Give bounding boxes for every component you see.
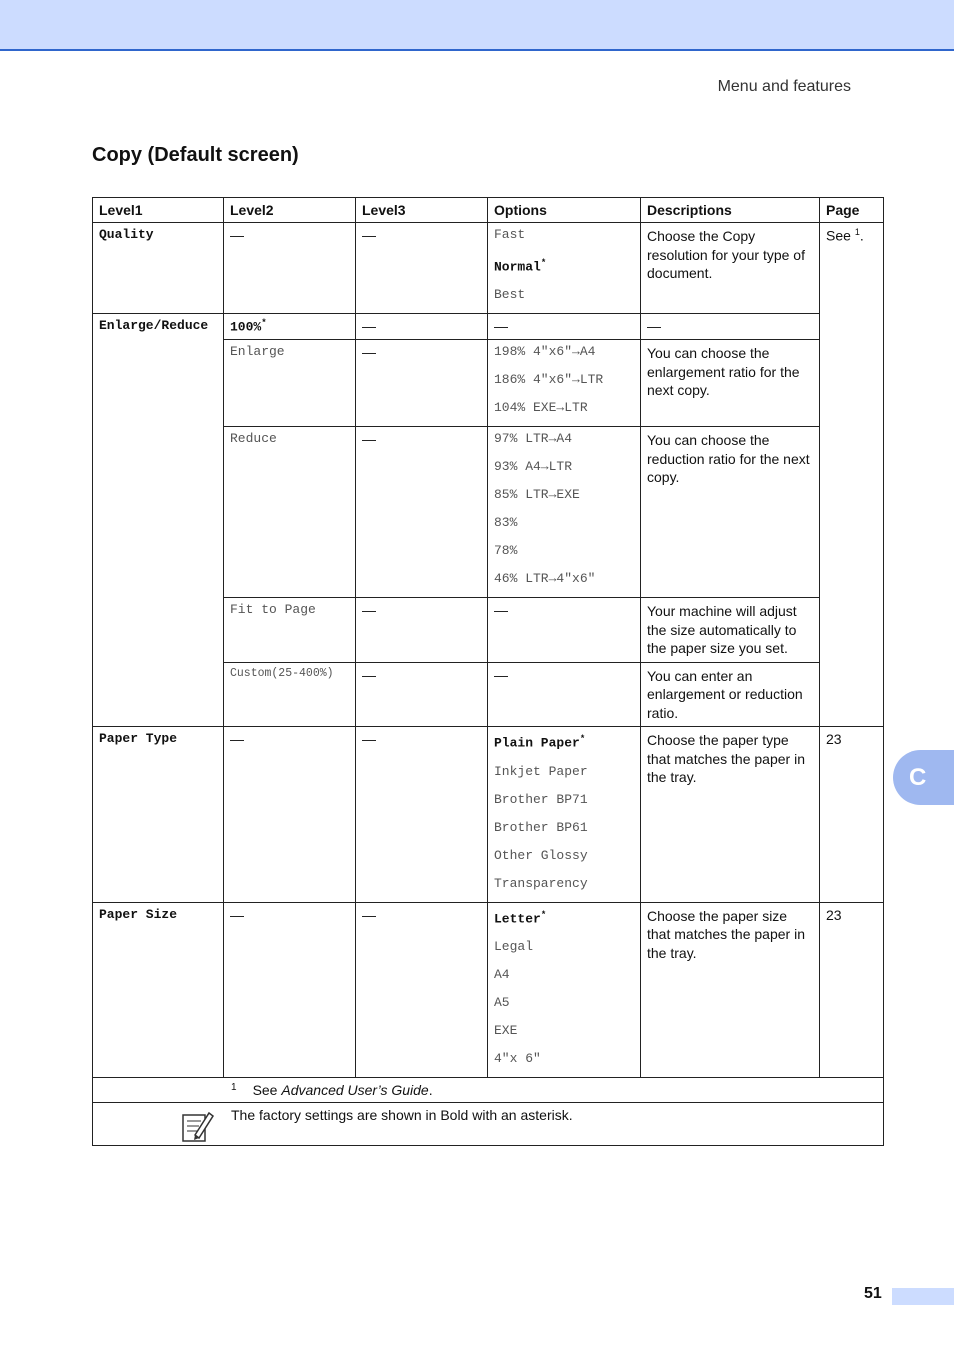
table-row-quality (93, 223, 884, 314)
level1-enlarge-reduce: Enlarge/Reduce (93, 314, 224, 727)
level1-paper-size: Paper Size (93, 902, 224, 1077)
options-dash: — (488, 598, 641, 663)
option-inkjet-paper: Inkjet Paper (494, 763, 588, 779)
section-title: Copy (Default screen) (92, 144, 299, 166)
level1-quality: Quality (93, 223, 224, 314)
desc-fit-to-page: Your machine will adjust the size automatically to the paper size you set. (641, 598, 820, 663)
level1-paper-type: Paper Type (93, 727, 224, 902)
option-198: 198% 4"x6"→A4 (494, 344, 596, 360)
desc-paper-size: Choose the paper size that matches the paper in the tray. (641, 902, 820, 1077)
running-header: Menu and features (717, 78, 851, 95)
level3-dash: — (356, 314, 488, 340)
chapter-tab: C (893, 750, 954, 805)
level3-dash: — (356, 598, 488, 663)
page-ref-quality: See $^1$. (820, 223, 884, 727)
option-best: Best (494, 287, 526, 303)
table-row-paper-type (93, 727, 884, 902)
option-85: 85% LTR→EXE (494, 487, 580, 503)
level2-fit-to-page: Fit to Page (224, 598, 356, 663)
note-text: The factory settings are shown in Bold with an asterisk. (231, 1106, 573, 1123)
col-header-options: Options (488, 198, 641, 223)
col-header-level3: Level3 (356, 198, 488, 223)
note-row (93, 1102, 884, 1145)
option-a4: A4 (494, 966, 510, 982)
option-186: 186% 4"x6"→LTR (494, 372, 604, 388)
option-transparency: Transparency (494, 875, 588, 891)
level2-reduce: Reduce (224, 427, 356, 598)
col-header-page: Page (820, 198, 884, 223)
page-ref-paper-type: 23 (820, 727, 884, 902)
page-number: 51 (864, 1285, 882, 1302)
note-pencil-icon (181, 1109, 215, 1143)
option-brother-bp61: Brother BP61 (494, 819, 588, 835)
desc-dash: — (641, 314, 820, 340)
option-78: 78% (494, 543, 518, 559)
footnote: $^1$ See Advanced User’s Guide. (93, 1077, 884, 1102)
option-83: 83% (494, 515, 518, 531)
options-paper-size (488, 902, 641, 1077)
level3-dash: — (356, 340, 488, 427)
table-header-row (93, 198, 884, 223)
table-row-enlarge-100 (93, 314, 884, 340)
col-header-level1: Level1 (93, 198, 224, 223)
option-93: 93% A4→LTR (494, 459, 573, 475)
option-letter-default: Letter* (494, 909, 547, 926)
options-dash: — (488, 314, 641, 340)
desc-quality: Choose the Copy resolution for your type of document. (641, 223, 820, 314)
options-enlarge (488, 340, 641, 427)
footnote-row (93, 1077, 884, 1102)
level2-enlarge: Enlarge (224, 340, 356, 427)
top-band (0, 0, 954, 51)
level2-100-default: 100%* (224, 314, 356, 340)
level3-dash: — (356, 727, 488, 902)
option-legal: Legal (494, 938, 534, 954)
level2-dash: — (224, 727, 356, 902)
desc-reduce: You can choose the reduction ratio for the next copy. (641, 427, 820, 598)
col-header-level2: Level2 (224, 198, 356, 223)
level3-dash: — (356, 902, 488, 1077)
option-plain-paper-default: Plain Paper* (494, 734, 586, 751)
option-a5: A5 (494, 994, 510, 1010)
option-exe: EXE (494, 1022, 518, 1038)
level3-dash: — (356, 662, 488, 727)
table-row-paper-size (93, 902, 884, 1077)
option-97: 97% LTR→A4 (494, 431, 573, 447)
level2-dash: — (224, 902, 356, 1077)
options-quality (488, 223, 641, 314)
option-other-glossy: Other Glossy (494, 847, 588, 863)
option-4x6: 4"x 6" (494, 1050, 541, 1066)
level2-custom: Custom(25-400%) (224, 662, 356, 727)
option-fast: Fast (494, 227, 526, 242)
col-header-descriptions: Descriptions (641, 198, 820, 223)
option-104: 104% EXE→LTR (494, 400, 588, 416)
desc-custom: You can enter an enlargement or reduction ratio. (641, 662, 820, 727)
level2-dash: — (224, 223, 356, 314)
desc-enlarge: You can choose the enlargement ratio for the next copy. (641, 340, 820, 427)
note (93, 1102, 884, 1145)
desc-paper-type: Choose the paper type that matches the paper in the tray. (641, 727, 820, 902)
options-dash: — (488, 662, 641, 727)
option-brother-bp71: Brother BP71 (494, 791, 588, 807)
copy-menu-table (92, 197, 884, 1146)
options-paper-type (488, 727, 641, 902)
options-reduce (488, 427, 641, 598)
option-normal-default: Normal* (494, 258, 547, 275)
level3-dash: — (356, 427, 488, 598)
page-ref-paper-size: 23 (820, 902, 884, 1077)
option-46: 46% LTR→4"x6" (494, 571, 596, 587)
level3-dash: — (356, 223, 488, 314)
page-number-bar (892, 1288, 954, 1305)
